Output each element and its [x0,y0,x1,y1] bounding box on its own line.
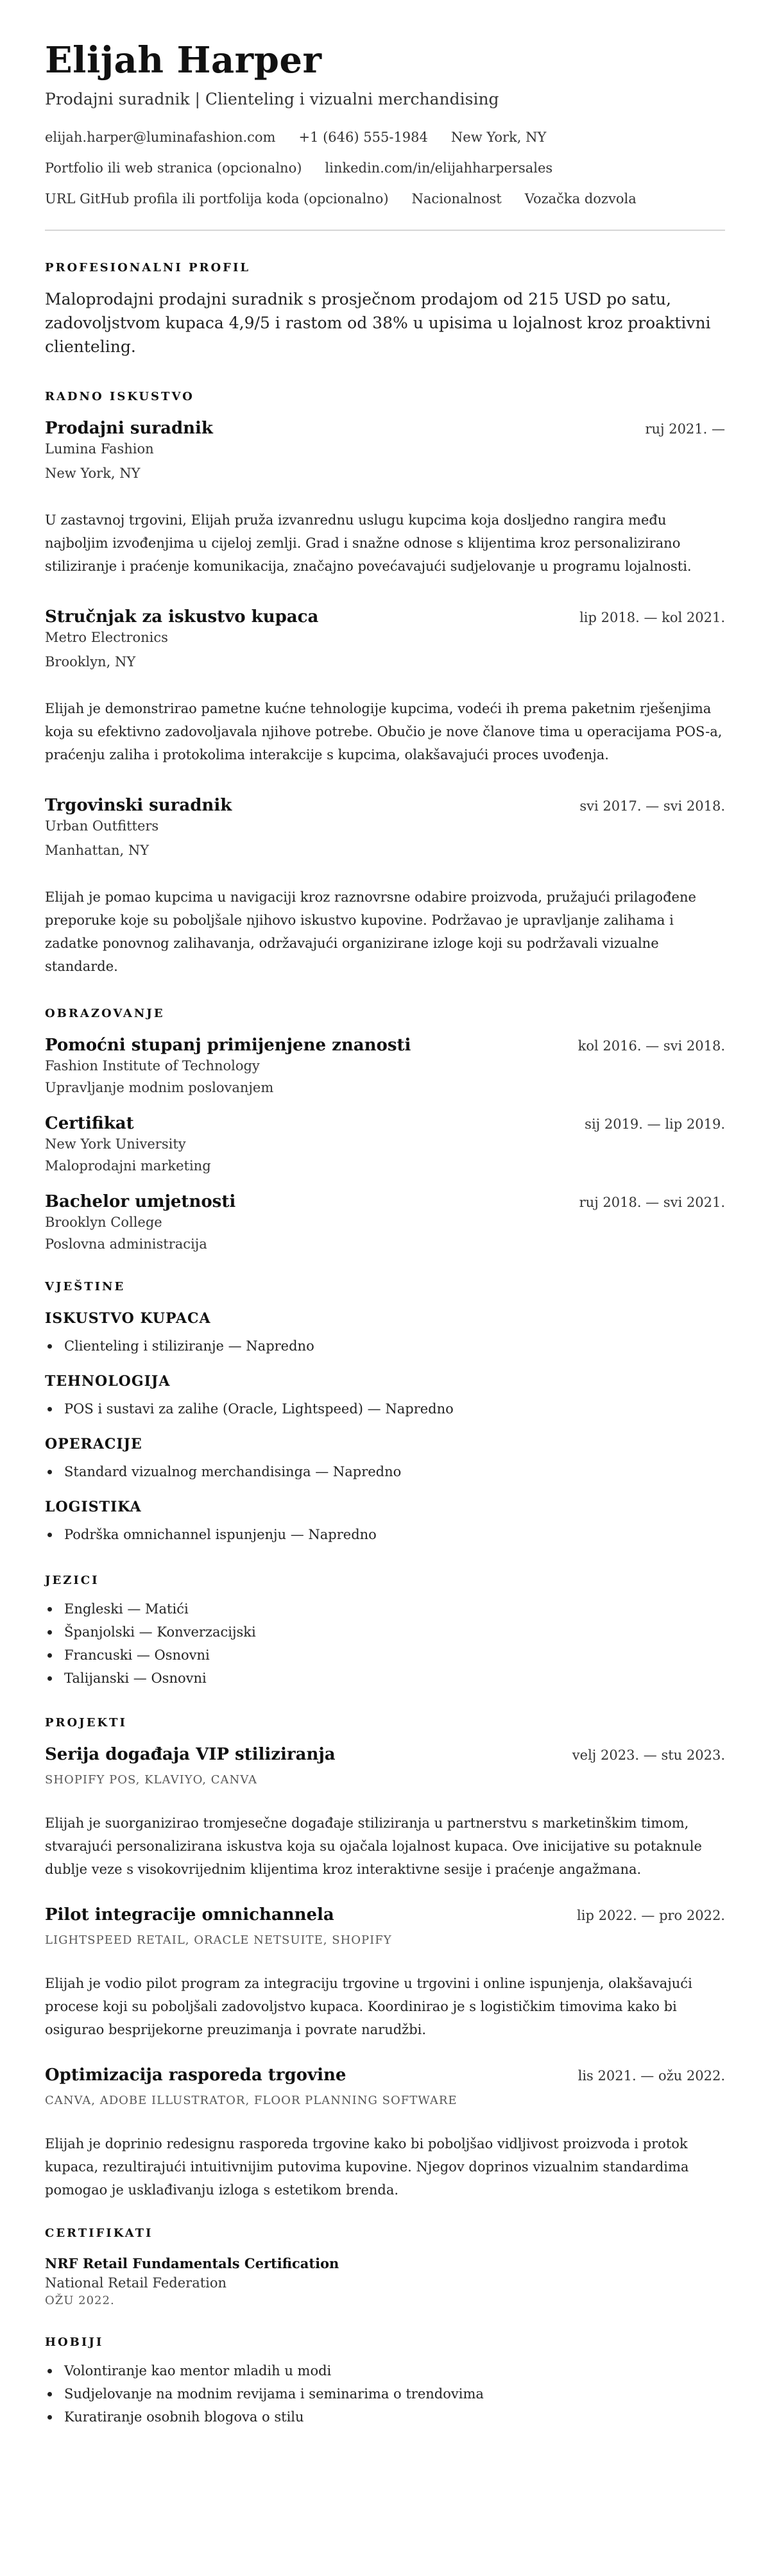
section-title: HOBIJI [45,2336,104,2349]
education-entry [45,1191,725,1254]
projects-section [45,1715,725,2201]
project-title: Optimizacija rasporeda trgovine [45,2066,346,2085]
language-item: Španjolski — Konverzacijski [45,1621,725,1644]
school-name: Brooklyn College [45,1215,162,1230]
project-description: Elijah je doprinio redesignu rasporeda trgovine kako bi poboljšao vidljivost proizvoda i protok kupaca, rezultirajući intuitivnijim putovima kupovine. Njegov doprinos vizualnim standardima pomogao je usklađivanju izloga s estetikom brenda. [45,2136,689,2198]
hobby-item: Sudjelovanje na modnim revijama i seminarima o trendovima [45,2382,725,2405]
skill-item: Clienteling i stiliziranje — Napredno [45,1334,725,1358]
linkedin-link[interactable]: linkedin.com/in/elijahharpersales [325,160,553,176]
job-description: Elijah je pomao kupcima u navigaciji kroz raznovrsne odabire proizvoda, pružajući prilagođene preporuke koje su poboljšale njihovo iskustvo kupovine. Podržavao je upravljanje zalihama i zadatke ponovnog zalihavanja, održavajući organizirane izloge koji su podržavali vizualne standarde. [45,889,696,974]
job-location: New York, NY [45,466,141,481]
project-date: lis 2021. — ožu 2022. [578,2068,725,2084]
project-title: Pilot integracije omnichannela [45,1905,334,1924]
candidate-headline: Prodajni suradnik | Clienteling i vizualni merchandising [45,90,499,108]
job-location: Brooklyn, NY [45,654,136,669]
hobby-item: Volontiranje kao mentor mladih u modi [45,2359,725,2382]
project-entry [45,2064,725,2201]
job-description: Elijah je demonstrirao pametne kućne tehnologije kupcima, vodeći ih prema paketnim rješenjima koja su efektivno zadovoljavala njihove potrebe. Obučio je nove članove tima u operacijama POS-a, praćenju zaliha i protokolima interakcije s kupcima, olakšavajući proces uvođenja. [45,701,723,762]
skill-group-title: OPERACIJE [45,1436,142,1452]
job-date: ruj 2021. — [645,421,725,437]
languages-section [45,1573,725,1690]
hobby-item: Kuratiranje osobnih blogova o stilu [45,2405,725,2429]
skill-item: Standard vizualnog merchandisinga — Napredno [45,1460,725,1483]
project-entry [45,1904,725,2041]
profile-section [45,260,725,358]
school-name: New York University [45,1136,186,1152]
school-name: Fashion Institute of Technology [45,1058,260,1073]
degree-title: Certifikat [45,1114,134,1133]
section-title: RADNO ISKUSTVO [45,390,194,403]
skill-group-title: ISKUSTVO KUPACA [45,1310,211,1327]
section-title: PROJEKTI [45,1716,127,1730]
nationality-text: Nacionalnost [411,191,502,206]
location-text: New York, NY [450,130,547,145]
skill-item: POS i sustavi za zalihe (Oracle, Lightspeed) — Napredno [45,1397,725,1420]
hobbies-section [45,2335,725,2429]
skill-group-title: LOGISTIKA [45,1499,142,1515]
degree-title: Pomoćni stupanj primijenjene znanosti [45,1036,411,1055]
contact-row-1 [45,128,725,146]
section-title: VJEŠTINE [45,1280,126,1293]
field-of-study: Upravljanje modnim poslovanjem [45,1080,274,1095]
language-item: Francuski — Osnovni [45,1644,725,1667]
project-tech: CANVA, ADOBE ILLUSTRATOR, FLOOR PLANNING SOFTWARE [45,2094,458,2107]
contact-row-2 [45,159,725,177]
education-date: ruj 2018. — svi 2021. [579,1195,725,1210]
company-name: Urban Outfitters [45,818,159,834]
github-link[interactable]: URL GitHub profila ili portfolija koda (opcionalno) [45,191,389,206]
skill-group [45,1497,725,1546]
skill-group-title: TEHNOLOGIJA [45,1373,171,1390]
skill-group [45,1372,725,1420]
degree-title: Bachelor umjetnosti [45,1192,236,1211]
education-entry [45,1113,725,1175]
field-of-study: Maloprodajni marketing [45,1158,211,1174]
language-item: Engleski — Matići [45,1597,725,1621]
education-date: sij 2019. — lip 2019. [585,1116,725,1132]
project-description: Elijah je suorganizirao tromjesečne događaje stiliziranja u partnerstvu s marketinškim timom, stvarajući personalizirana iskustva koja su ojačala lojalnost kupaca. Ove inicijative su potaknule dublje veze s visokovrijednim klijentima kroz interaktivne sesije i praćenje angažmana. [45,1815,702,1877]
skills-section [45,1279,725,1546]
section-title: OBRAZOVANJE [45,1007,165,1020]
job-description: U zastavnoj trgovini, Elijah pruža izvanrednu uslugu kupcima koja dosljedno rangira među najboljim izvođenjima u cijeloj zemlji. Grad i snažne odnose s klijentima kroz personalizirano stiliziranje i praćenje komunikacija, značajno povećavajući sudjelovanje u programu lojalnosti. [45,512,692,574]
email-link[interactable]: elijah.harper@luminafashion.com [45,130,276,145]
header-divider [45,230,725,231]
experience-entry [45,795,725,978]
skill-item: Podrška omnichannel ispunjenju — Napredno [45,1523,725,1546]
field-of-study: Poslovna administracija [45,1236,207,1252]
job-title: Stručnjak za iskustvo kupaca [45,607,319,627]
section-title: JEZICI [45,1574,99,1587]
project-tech: SHOPIFY POS, KLAVIYO, CANVA [45,1773,258,1787]
skill-group [45,1309,725,1358]
project-date: lip 2022. — pro 2022. [577,1908,725,1923]
project-date: velj 2023. — stu 2023. [572,1747,725,1763]
certificate-entry [45,2254,725,2309]
company-name: Lumina Fashion [45,441,154,457]
company-name: Metro Electronics [45,630,168,645]
candidate-name: Elijah Harper [45,39,322,81]
license-text: Vozačka dozvola [524,191,637,206]
job-title: Prodajni suradnik [45,419,213,438]
resume-header [45,40,725,208]
section-title: PROFESIONALNI PROFIL [45,261,251,274]
phone-link[interactable]: +1 (646) 555-1984 [298,130,428,145]
profile-summary: Maloprodajni prodajni suradnik s prosječnom prodajom od 215 USD po satu, zadovoljstvom kupaca 4,9/5 i rastom od 38% u upisima u lojalnost kroz proaktivni clienteling. [45,290,711,356]
section-title: CERTIFIKATI [45,2227,153,2240]
job-title: Trgovinski suradnik [45,796,232,815]
project-tech: LIGHTSPEED RETAIL, ORACLE NETSUITE, SHOPIFY [45,1933,392,1947]
project-entry [45,1744,725,1881]
project-description: Elijah je vodio pilot program za integraciju trgovine u trgovini i online ispunjenja, olakšavajući procese koji su poboljšali zadovoljstvo kupaca. Koordinirao je s logističkim timovima kako bi osigurao besprijekorne preuzimanja i povrate narudžbi. [45,1976,692,2037]
job-date: lip 2018. — kol 2021. [579,610,725,625]
experience-entry [45,606,725,766]
experience-section [45,389,725,978]
language-item: Talijanski — Osnovni [45,1667,725,1690]
education-entry [45,1034,725,1097]
contact-row-3 [45,190,725,208]
certificate-title: NRF Retail Fundamentals Certification [45,2255,339,2271]
project-title: Serija događaja VIP stiliziranja [45,1745,336,1764]
education-date: kol 2016. — svi 2018. [578,1038,725,1054]
job-date: svi 2017. — svi 2018. [579,798,725,814]
certificate-issuer: National Retail Federation [45,2275,227,2291]
education-section [45,1006,725,1254]
job-location: Manhattan, NY [45,843,150,858]
portfolio-link[interactable]: Portfolio ili web stranica (opcionalno) [45,160,302,176]
experience-entry [45,417,725,578]
certificate-date: OŽU 2022. [45,2294,115,2307]
skill-group [45,1435,725,1483]
certificates-section [45,2226,725,2309]
